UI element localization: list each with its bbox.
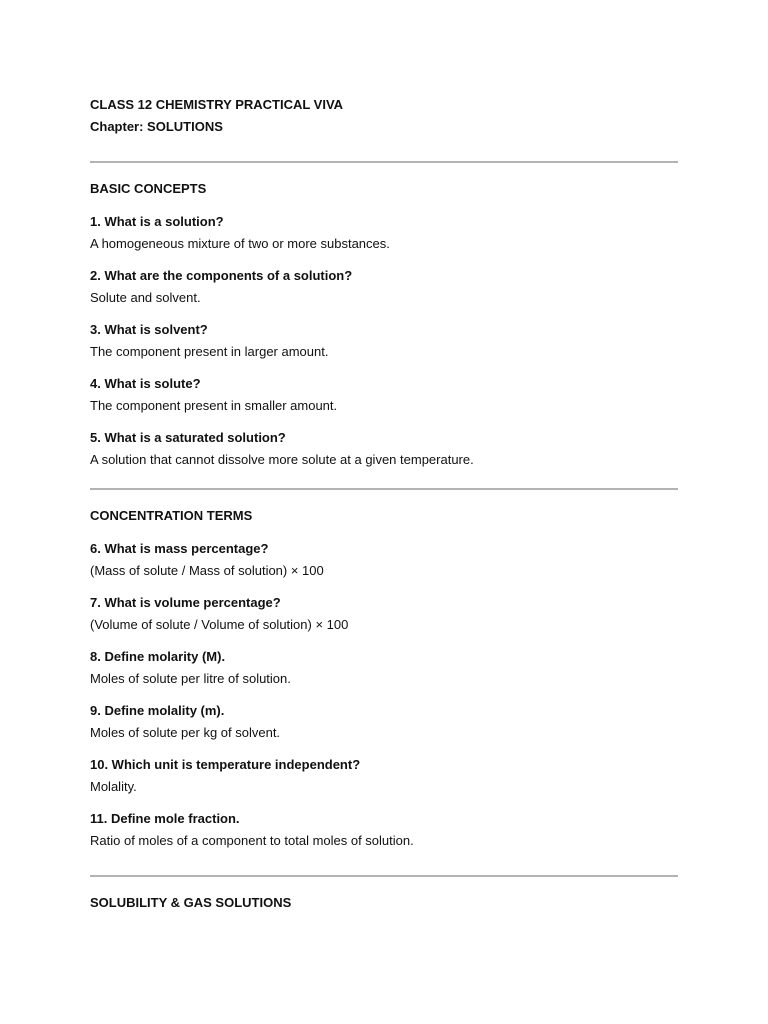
question: 1. What is a solution?	[90, 214, 224, 229]
qa-item	[90, 538, 678, 582]
section-heading-concentration-terms: CONCENTRATION TERMS	[90, 508, 253, 523]
answer: Solute and solvent.	[90, 290, 201, 305]
answer: Molality.	[90, 779, 137, 794]
qa-item	[90, 211, 678, 255]
question: 10. Which unit is temperature independent?	[90, 757, 361, 772]
answer: Ratio of moles of a component to total moles of solution.	[90, 833, 414, 848]
answer: (Mass of solute / Mass of solution) × 100	[90, 563, 324, 578]
question: 2. What are the components of a solution?	[90, 268, 353, 283]
qa-item	[90, 754, 678, 798]
qa-item	[90, 373, 678, 417]
answer: (Volume of solute / Volume of solution) × 100	[90, 617, 349, 632]
chapter-title: Chapter: SOLUTIONS	[90, 119, 223, 134]
answer: A homogeneous mixture of two or more substances.	[90, 236, 390, 251]
qa-item	[90, 265, 678, 309]
answer: A solution that cannot dissolve more solute at a given temperature.	[90, 452, 474, 467]
qa-item	[90, 319, 678, 363]
question: 3. What is solvent?	[90, 322, 208, 337]
section-divider	[90, 488, 678, 490]
question: 4. What is solute?	[90, 376, 201, 391]
answer: The component present in larger amount.	[90, 344, 329, 359]
qa-item	[90, 808, 678, 852]
document-page	[90, 94, 678, 913]
qa-item	[90, 646, 678, 690]
question: 7. What is volume percentage?	[90, 595, 281, 610]
question: 8. Define molarity (M).	[90, 649, 226, 664]
qa-item	[90, 592, 678, 636]
question: 6. What is mass percentage?	[90, 541, 269, 556]
answer: Moles of solute per kg of solvent.	[90, 725, 281, 740]
section-divider	[90, 161, 678, 163]
question: 9. Define molality (m).	[90, 703, 225, 718]
answer: Moles of solute per litre of solution.	[90, 671, 291, 686]
section-heading-basic-concepts: BASIC CONCEPTS	[90, 181, 207, 196]
answer: The component present in smaller amount.	[90, 398, 338, 413]
question: 11. Define mole fraction.	[90, 811, 240, 826]
question: 5. What is a saturated solution?	[90, 430, 286, 445]
section-heading-solubility-gas-solutions: SOLUBILITY & GAS SOLUTIONS	[90, 895, 292, 910]
section-divider	[90, 875, 678, 877]
qa-item	[90, 700, 678, 744]
qa-item	[90, 427, 678, 471]
document-title: CLASS 12 CHEMISTRY PRACTICAL VIVA	[90, 97, 344, 112]
